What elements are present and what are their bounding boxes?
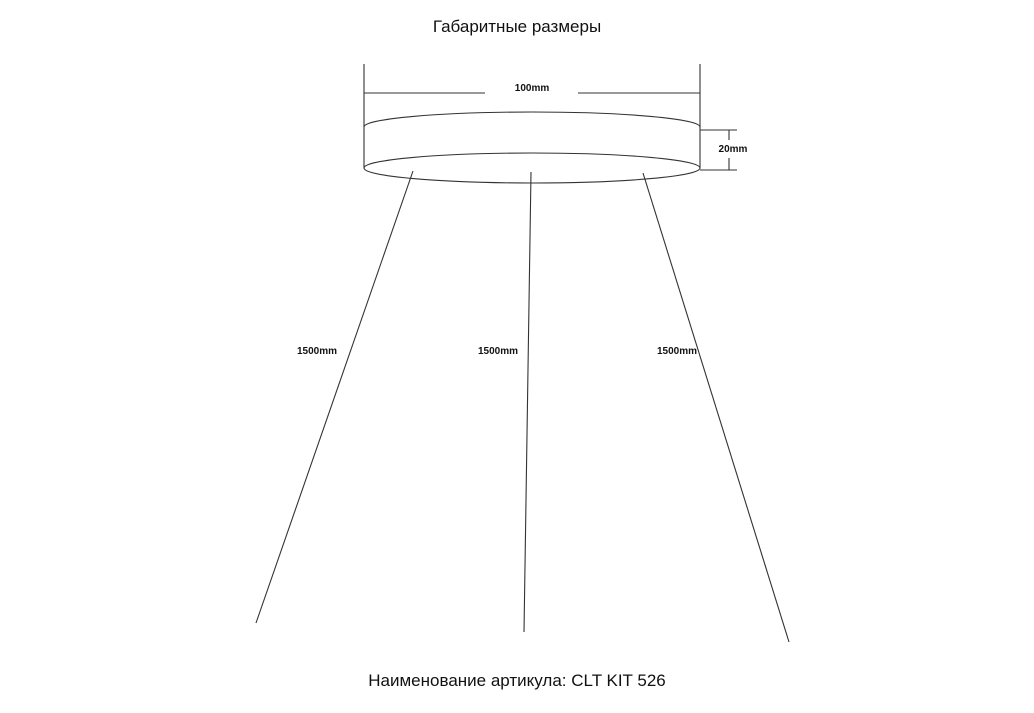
cable-middle-length-label: 1500mm: [477, 346, 519, 357]
cable-left-length-label: 1500mm: [296, 346, 338, 357]
canopy-top-arc: [364, 112, 700, 127]
canopy-bottom-ellipse: [364, 153, 700, 183]
diameter-dimension-label: 100mm: [514, 83, 550, 94]
suspension-cable-middle: [524, 172, 531, 632]
suspension-cable-right: [643, 173, 789, 642]
height-dimension-label: 20mm: [718, 144, 748, 155]
cable-right-length-label: 1500mm: [656, 346, 698, 357]
page-title: Габаритные размеры: [432, 17, 602, 36]
suspension-cable-left: [256, 171, 413, 623]
article-caption: Наименование артикула: CLT KIT 526: [368, 671, 666, 690]
